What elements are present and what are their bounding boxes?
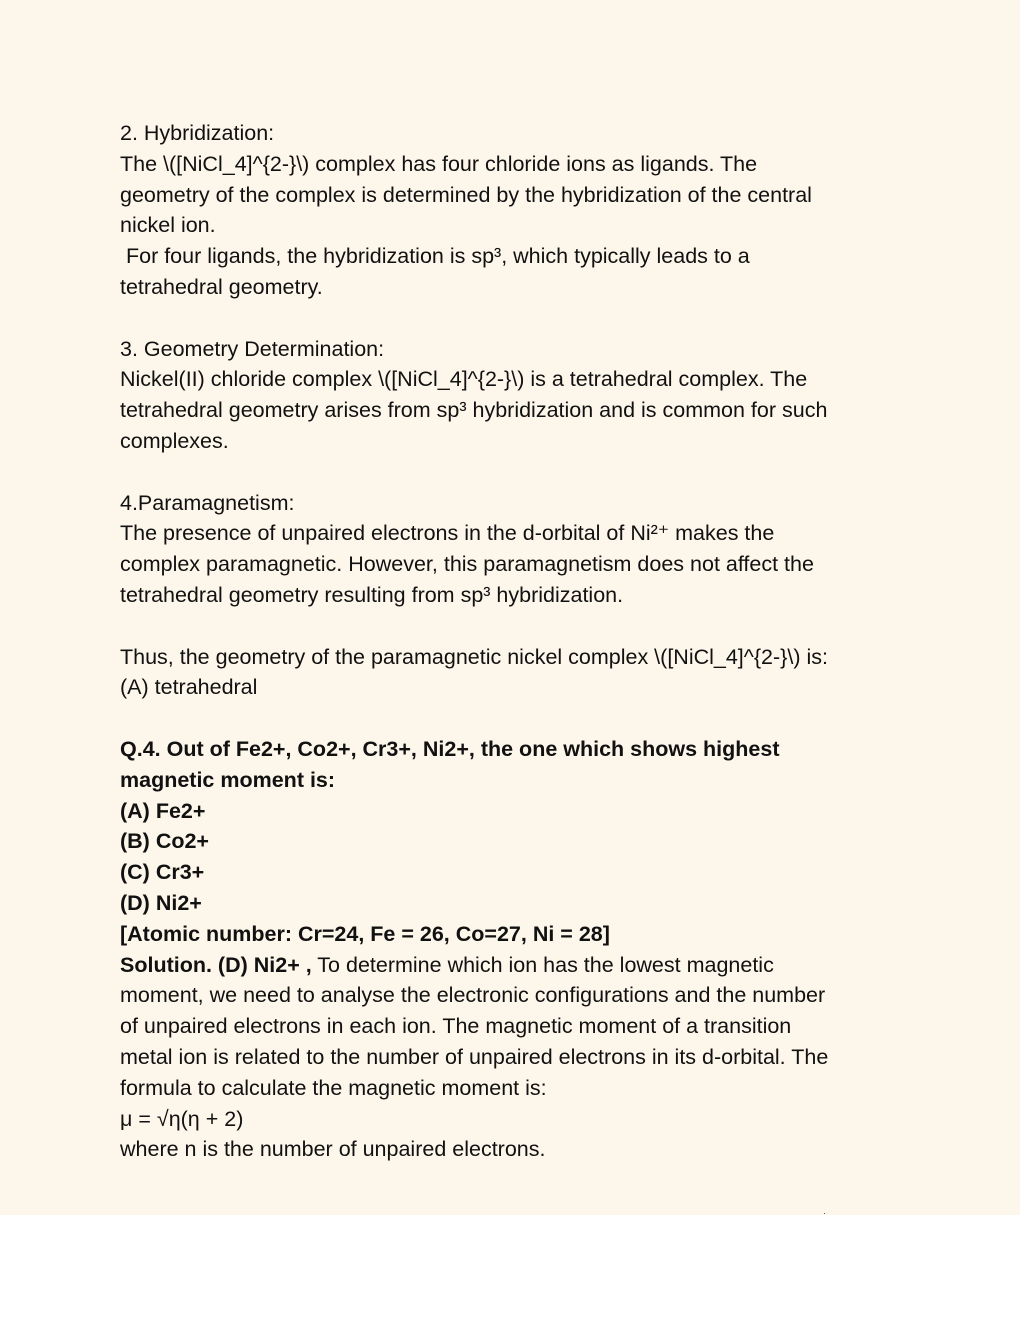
section-heading-hybridization: 2. Hybridization: (120, 121, 275, 145)
question-text: magnetic moment is: (120, 767, 336, 792)
solution-line: of unpaired electrons in each ion. The magnetic moment of a transition (120, 1014, 792, 1039)
section-heading-geometry: 3. Geometry Determination: (120, 336, 385, 361)
document-body (120, 118, 920, 1165)
paragraph-line: tetrahedral geometry arises from sp³ hybridization and is common for such (120, 398, 828, 423)
formula-line: μ = √η(η + 2) (120, 1106, 244, 1131)
paragraph-line: tetrahedral geometry. (120, 274, 323, 299)
atomic-numbers-note: [Atomic number: Cr=24, Fe = 26, Co=27, Ni = 28] (120, 921, 610, 946)
conclusion-line: Thus, the geometry of the paramagnetic nickel complex \([NiCl_4]^{2-}\) is: (120, 644, 828, 669)
conclusion-answer: (A) tetrahedral (120, 675, 258, 700)
blank-line (120, 611, 920, 642)
paragraph-line: The \([NiCl_4]^{2-}\) complex has four chloride ions as ligands. The (120, 151, 758, 176)
solution-line: where n is the number of unpaired electrons. (120, 1137, 546, 1162)
paragraph-line: The presence of unpaired electrons in the d-orbital of Ni²⁺ makes the (120, 521, 775, 546)
paragraph-line: For four ligands, the hybridization is sp³, which typically leads to a (120, 244, 750, 269)
option-d: (D) Ni2+ (120, 890, 202, 915)
solution-first-line (120, 950, 920, 981)
option-c: (C) Cr3+ (120, 860, 205, 885)
question-text: Q.4. Out of Fe2+, Co2+, Cr3+, Ni2+, the one which shows highest (120, 736, 780, 761)
solution-line: formula to calculate the magnetic moment is: (120, 1075, 547, 1100)
paragraph-line: Nickel(II) chloride complex \([NiCl_4]^{2-}\) is a tetrahedral complex. The (120, 367, 808, 392)
paragraph-line: complexes. (120, 428, 229, 453)
solution-text: To determine which ion has the lowest magnetic (311, 952, 774, 977)
blank-line (120, 703, 920, 734)
paragraph-line: tetrahedral geometry resulting from sp³ hybridization. (120, 582, 624, 607)
solution-line: moment, we need to analyse the electronic configurations and the number (120, 983, 826, 1008)
blank-line (120, 303, 920, 334)
solution-line: metal ion is related to the number of unpaired electrons in its d-orbital. The (120, 1044, 829, 1069)
paragraph-line: nickel ion. (120, 213, 216, 238)
option-b: (B) Co2+ (120, 829, 209, 854)
option-a: (A) Fe2+ (120, 798, 206, 823)
paragraph-line: complex paramagnetic. However, this paramagnetism does not affect the (120, 552, 814, 577)
solution-label: Solution. (D) Ni2+ , (120, 952, 312, 977)
page-mark (824, 1213, 825, 1214)
blank-line (120, 457, 920, 488)
section-heading-paramagnetism: 4.Paramagnetism: (120, 490, 295, 515)
paragraph-line: geometry of the complex is determined by the hybridization of the central (120, 182, 812, 207)
